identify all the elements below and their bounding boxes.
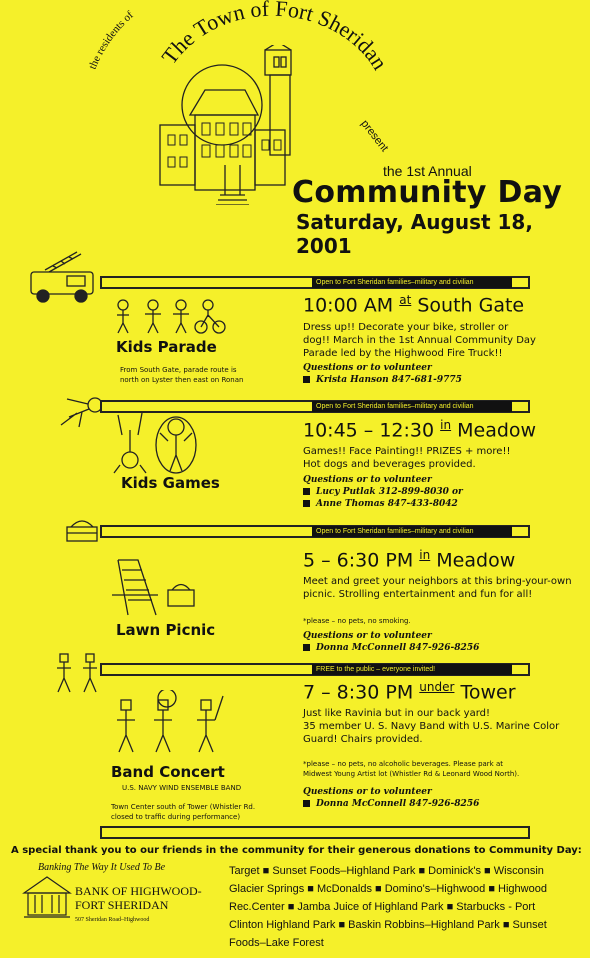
sponsor-line: Glacier Springs ■ McDonalds ■ Domino's–Highwood ■ Highwood: [229, 883, 547, 895]
event-name: Band Concert: [111, 763, 225, 781]
location-note-1: Town Center south of Tower (Whistler Rd.: [111, 803, 256, 811]
route-note-1: From South Gate, parade route is: [120, 366, 237, 374]
sponsor-line: Target ■ Sunset Foods–Highland Park ■ Dominick's ■ Wisconsin: [229, 865, 544, 877]
time-text: 7 – 8:30 PM: [303, 681, 414, 704]
event-desc-1: Dress up!! Decorate your bike, stroller or: [303, 322, 509, 333]
prep-text: in: [440, 418, 452, 432]
place-text: Tower: [460, 681, 516, 704]
contact-text: Lucy Putlak 312-899-8030 or: [316, 487, 463, 497]
event-name: Lawn Picnic: [116, 621, 216, 639]
time-text: 10:45 – 12:30: [303, 419, 435, 442]
fire-truck-illustration: [25, 250, 105, 305]
kids-parade-illustration: [113, 297, 228, 337]
town-title: The Town of Fort Sheridan: [156, 0, 393, 75]
lawn-chair-illustration: [108, 555, 198, 620]
event-time: [303, 680, 516, 703]
contact-text: Krista Hanson 847-681-9775: [316, 375, 462, 385]
prep-text: in: [419, 548, 431, 562]
contact-text: Donna McConnell 847-926-8256: [316, 799, 480, 809]
prep-text: at: [399, 293, 412, 307]
event-desc-3: Parade led by the Highwood Fire Truck!!: [303, 348, 503, 359]
bank-name-line-2: FORT SHERIDAN: [75, 898, 169, 912]
band-subname: U.S. NAVY WIND ENSEMBLE BAND: [122, 784, 242, 792]
event-title: Community Day: [292, 175, 563, 210]
location-note-2: closed to traffic during performance): [111, 813, 241, 821]
event-note-2: Midwest Young Artist lot (Whistler Rd & Leonard Wood North).: [303, 770, 520, 778]
event-desc-1: Games!! Face Painting!! PRIZES + more!!: [303, 446, 511, 457]
contact-line: [303, 642, 479, 654]
event-banner: Open to Fort Sheridan families–military and civilian: [100, 400, 530, 413]
contact-line: [303, 486, 463, 498]
sponsor-list: [229, 862, 589, 952]
sponsor-line: Rec.Center ■ Jamba Juice of Highland Park ■ Starbucks - Port: [229, 901, 536, 913]
event-note: *please – no pets, no smoking.: [303, 617, 411, 625]
questions-label: Questions or to volunteer: [303, 631, 432, 641]
contact-line: [303, 798, 479, 810]
event-time: [303, 293, 524, 316]
bank-tagline: Banking The Way It Used To Be: [38, 862, 166, 873]
route-note-2: north on Lyster then east on Ronan: [120, 376, 244, 384]
bank-building-icon: [20, 873, 75, 921]
place-text: Meadow: [436, 549, 516, 572]
event-desc-2: 35 member U. S. Navy Band with U.S. Marine Color: [303, 721, 560, 732]
time-text: 5 – 6:30 PM: [303, 549, 414, 572]
questions-label: Questions or to volunteer: [303, 363, 432, 373]
event-time: [303, 418, 536, 441]
contact-line: [303, 374, 462, 386]
residents-text: the residents of: [86, 9, 136, 72]
thanks-text: A special thank you to our friends in the community for their generous donations to Community Day:: [11, 845, 582, 856]
bank-name-line-1: BANK OF HIGHWOOD-: [75, 884, 202, 898]
band-illustration: [113, 690, 228, 760]
bank-name: [75, 884, 202, 912]
event-name: Kids Parade: [116, 338, 217, 356]
contact-text: Anne Thomas 847-433-8042: [316, 499, 458, 509]
event-desc-3: Guard! Chairs provided.: [303, 734, 423, 745]
event-time: [303, 548, 515, 571]
contact-line: [303, 498, 458, 510]
event-desc-2: dog!! March in the 1st Annual Community Day: [303, 335, 536, 346]
bank-address: 507 Sheridan Road–Highwood: [75, 917, 150, 923]
prep-text: under: [419, 680, 455, 694]
marchers-illustration: [52, 652, 107, 697]
event-banner: Open to Fort Sheridan families–military and civilian: [100, 276, 530, 289]
event-desc-2: picnic. Strolling entertainment and fun for all!: [303, 589, 533, 600]
event-date: Saturday, August 18, 2001: [296, 210, 533, 258]
event-desc-1: Just like Ravinia but in our back yard!: [303, 708, 491, 719]
event-banner: Open to Fort Sheridan families–military and civilian: [100, 525, 530, 538]
annual-text: the 1st Annual: [383, 163, 472, 179]
closing-bar: [100, 826, 530, 839]
place-text: Meadow: [457, 419, 537, 442]
kids-games-illustration: [108, 405, 198, 475]
event-desc-1: Meet and greet your neighbors at this bring-your-own: [303, 576, 572, 587]
event-banner: FREE to the public – everyone invited!: [100, 663, 530, 676]
sponsor-line: Clinton Highland Park ■ Baskin Robbins–Highland Park ■ Sunset: [229, 919, 547, 931]
event-desc-2: Hot dogs and beverages provided.: [303, 459, 476, 470]
contact-text: Donna McConnell 847-926-8256: [316, 643, 480, 653]
present-text: present: [358, 117, 391, 155]
questions-label: Questions or to volunteer: [303, 787, 432, 797]
time-text: 10:00 AM: [303, 294, 394, 317]
place-text: South Gate: [417, 294, 525, 317]
picnic-basket-icon: [63, 515, 103, 545]
event-name: Kids Games: [121, 474, 220, 492]
event-note-1: *please – no pets, no alcoholic beverages. Please park at: [303, 760, 503, 768]
sponsor-line: Foods–Lake Forest: [229, 937, 324, 949]
questions-label: Questions or to volunteer: [303, 475, 432, 485]
